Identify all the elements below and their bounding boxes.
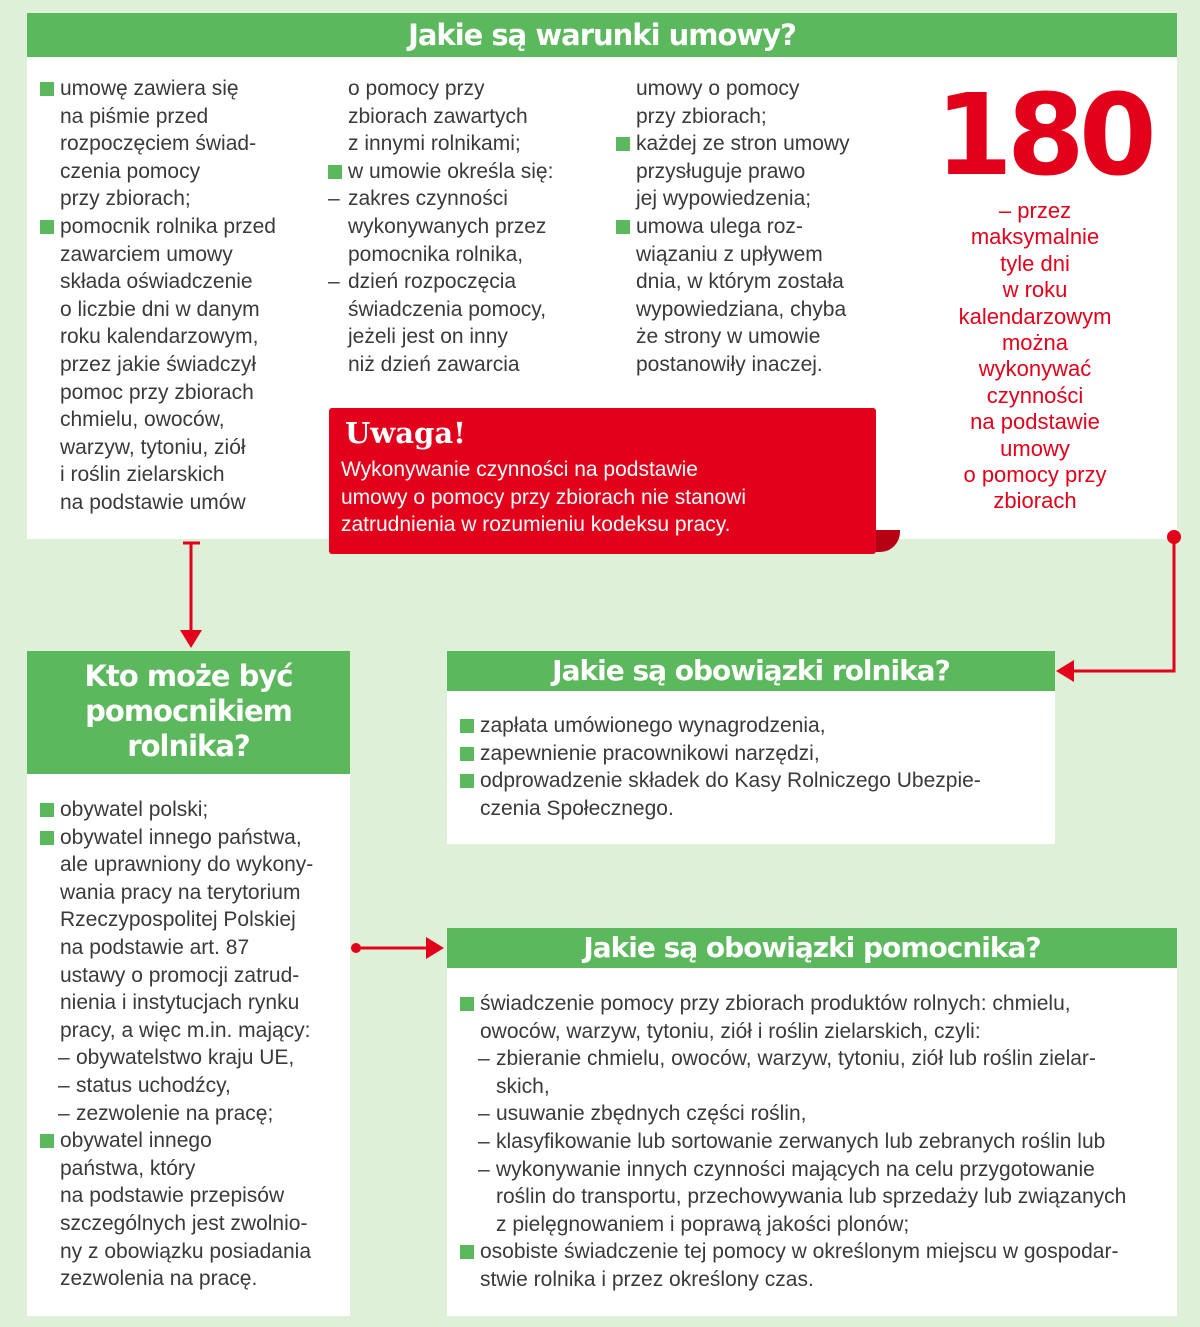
list-line-text: klasyfikowanie lub sortowanie zerwanych lub zebranych roślin lub xyxy=(496,1129,1106,1153)
list-line-text: w umowie określa się: xyxy=(348,159,554,183)
list-line-text: warzyw, tytoniu, ziół xyxy=(60,435,246,459)
list-line-text: świadczenia pomocy, xyxy=(348,297,547,321)
text-line: zbiorach xyxy=(993,488,1077,514)
list-line-text: szczególnych jest zwolnio- xyxy=(60,1211,308,1235)
list-line-text: na podstawie art. 87 xyxy=(60,935,250,959)
list-line-text: osobiste świadczenie tej pomocy w określonym miejscu w gospodar- xyxy=(480,1240,1119,1264)
list-line-text: każdej ze stron umowy xyxy=(636,132,850,156)
list-line-text: z innymi rolnikami; xyxy=(348,132,521,156)
list-line-text: zapłata umówionego wynagrodzenia, xyxy=(480,714,826,737)
list-line-text: obywatel polski; xyxy=(60,798,209,821)
warning-title: Uwaga! xyxy=(345,416,466,450)
list-line-text: wykonywanie innych czynności mających na celu przygotowanie xyxy=(496,1157,1095,1181)
list-line-text: obywatel innego xyxy=(60,1129,212,1153)
list-line-text: na piśmie przed xyxy=(60,104,209,128)
list-line-text: rozpoczęciem świad- xyxy=(60,132,257,156)
dash-icon: – xyxy=(478,1102,490,1126)
text-line: zatrudnienia w rozumieniu kodeksu pracy. xyxy=(341,513,731,537)
arrow-farmer-line xyxy=(1072,537,1174,671)
list-line-text: przy zbiorach; xyxy=(60,187,191,211)
list-line-text: że strony w umowie xyxy=(636,325,821,349)
helper-heading: Jakie są obowiązki pomocnika? xyxy=(447,928,1177,968)
list-line-text: umowa ulega roz- xyxy=(636,214,803,238)
list-line-text: zawarciem umowy xyxy=(60,242,233,266)
text-line: można xyxy=(1001,330,1069,356)
list-line-text: wiązaniu z upływem xyxy=(636,242,823,266)
list-line-text: państwa, który xyxy=(60,1156,196,1180)
list-line-text: świadczenie pomocy przy zbiorach produktów rolnych: chmielu, xyxy=(480,992,1071,1015)
list-line-text: ale uprawniony do wykony- xyxy=(60,853,314,877)
list-line-text: wania pracy na terytorium xyxy=(60,880,301,904)
list-line-text: umowę zawiera się xyxy=(60,77,239,100)
list-line-text: obywatelstwo kraju UE, xyxy=(76,1046,295,1070)
text-line: Kto może być xyxy=(84,659,293,693)
list-line-text: dnia, w którym została xyxy=(636,270,844,294)
text-line: pomocnikiem xyxy=(85,694,292,728)
list-line-text: z pielęgnowaniem i poprawą jakości plonów; xyxy=(496,1212,910,1236)
list-line-text: pomocnika rolnika, xyxy=(348,242,524,266)
list-line-text: pracy, a więc m.in. mający: xyxy=(60,1018,311,1042)
list-line-text: status uchodźcy, xyxy=(76,1073,231,1097)
list-line-text: usuwanie zbędnych części roślin, xyxy=(496,1102,807,1126)
list-line-text: obywatel innego państwa, xyxy=(60,825,302,849)
list-line-text: chmielu, owoców, xyxy=(60,408,225,432)
list-line-text: skich, xyxy=(496,1074,550,1098)
list-line-text: ny z obowiązku posiadania xyxy=(60,1239,311,1263)
list-line-text: niż dzień zawarcia xyxy=(348,352,520,376)
arrow-helper-head xyxy=(426,937,444,959)
list-line-text: nienia i instytucjach rynku xyxy=(60,991,300,1015)
list-line-text: jej wypowiedzenia; xyxy=(636,187,812,211)
arrow-farmer-head xyxy=(1056,660,1074,682)
dash-icon: – xyxy=(478,1157,490,1181)
list-line-text: przysługuje prawo xyxy=(636,159,806,183)
list-line-text: zakres czynności xyxy=(348,187,508,211)
list-line-text: ustawy o promocji zatrud- xyxy=(60,963,300,987)
terms-heading: Jakie są warunki umowy? xyxy=(27,13,1177,57)
list-line-text: roku kalendarzowym, xyxy=(60,325,259,349)
text-line: czynności xyxy=(986,382,1084,408)
list-line-text: przy zbiorach; xyxy=(636,104,767,128)
dash-icon: – xyxy=(58,1101,70,1125)
list-line-text: zezwolenia na pracę. xyxy=(60,1267,258,1291)
list-line-text: umowy o pomocy xyxy=(636,77,800,100)
list-line-text: jeżeli jest on inny xyxy=(348,325,508,349)
max-days-number: 180 xyxy=(935,71,1151,201)
dash-icon: – xyxy=(478,1047,490,1071)
list-line-text: na podstawie przepisów xyxy=(60,1184,285,1208)
text-line: wykonywać xyxy=(978,356,1092,382)
dash-icon: – xyxy=(478,1129,490,1153)
list-line-text: zbiorach zawartych xyxy=(348,104,528,128)
dash-icon: – xyxy=(328,187,340,211)
text-line: umowy xyxy=(1000,435,1070,461)
list-line-text: i roślin zielarskich xyxy=(60,463,225,487)
list-line-text: na podstawie umów xyxy=(60,490,246,514)
text-line: kalendarzowym xyxy=(958,303,1112,329)
list-line-text: dzień rozpoczęcia xyxy=(348,270,517,294)
list-line-text: czenia Społecznego. xyxy=(480,796,674,820)
list-line-text: składa oświadczenie xyxy=(60,270,253,294)
dash-icon: – xyxy=(58,1046,70,1070)
text-line: Wykonywanie czynności na podstawie xyxy=(341,458,698,481)
list-line-text: roślin do transportu, przechowywania lub sprzedaży lub związanych xyxy=(496,1185,1127,1209)
text-line: o pomocy przy xyxy=(963,462,1107,488)
text-line: umowy o pomocy przy zbiorach nie stanowi xyxy=(341,485,747,509)
list-line-text: zezwolenie na pracę; xyxy=(76,1101,274,1125)
text-line: na podstawie xyxy=(970,409,1100,435)
list-line-text: zapewnienie pracownikowi narzędzi, xyxy=(480,741,820,765)
dash-icon: – xyxy=(328,270,340,294)
list-line-text: owoców, warzyw, tytoniu, ziół i roślin zielarskich, czyli: xyxy=(480,1019,981,1043)
list-line-text: wypowiedziana, chyba xyxy=(636,297,847,321)
list-line-text: stwie rolnika i przez określony czas. xyxy=(480,1267,814,1291)
text-line: – przez xyxy=(998,198,1072,223)
list-line-text: pomocnik rolnika przed xyxy=(60,214,276,238)
list-line-text: pomoc przy zbiorach xyxy=(60,380,254,404)
dash-icon: – xyxy=(58,1073,70,1097)
text-line: rolnika? xyxy=(127,729,250,763)
farmer-heading: Jakie są obowiązki rolnika? xyxy=(447,651,1055,691)
text-line: tyle dni xyxy=(1000,250,1070,276)
text-line: maksymalnie xyxy=(970,224,1100,250)
text-line: w roku xyxy=(1002,277,1068,303)
list-line-text: czenia pomocy xyxy=(60,159,201,183)
list-line-text: zbieranie chmielu, owoców, warzyw, tytoniu, ziół lub roślin zielar- xyxy=(496,1047,1096,1071)
list-line-text: odprowadzenie składek do Kasy Rolniczego Ubezpie- xyxy=(480,769,981,793)
list-line-text: przez jakie świadczył xyxy=(60,352,257,376)
list-line-text: o liczbie dni w danym xyxy=(60,297,260,321)
list-line-text: postanowiły inaczej. xyxy=(636,352,823,376)
list-line-text: o pomocy przy xyxy=(348,77,485,100)
list-line-text: wykonywanych przez xyxy=(348,214,547,238)
list-line-text: Rzeczypospolitej Polskiej xyxy=(60,908,296,932)
arrow-terms-to-who-head xyxy=(180,630,202,648)
